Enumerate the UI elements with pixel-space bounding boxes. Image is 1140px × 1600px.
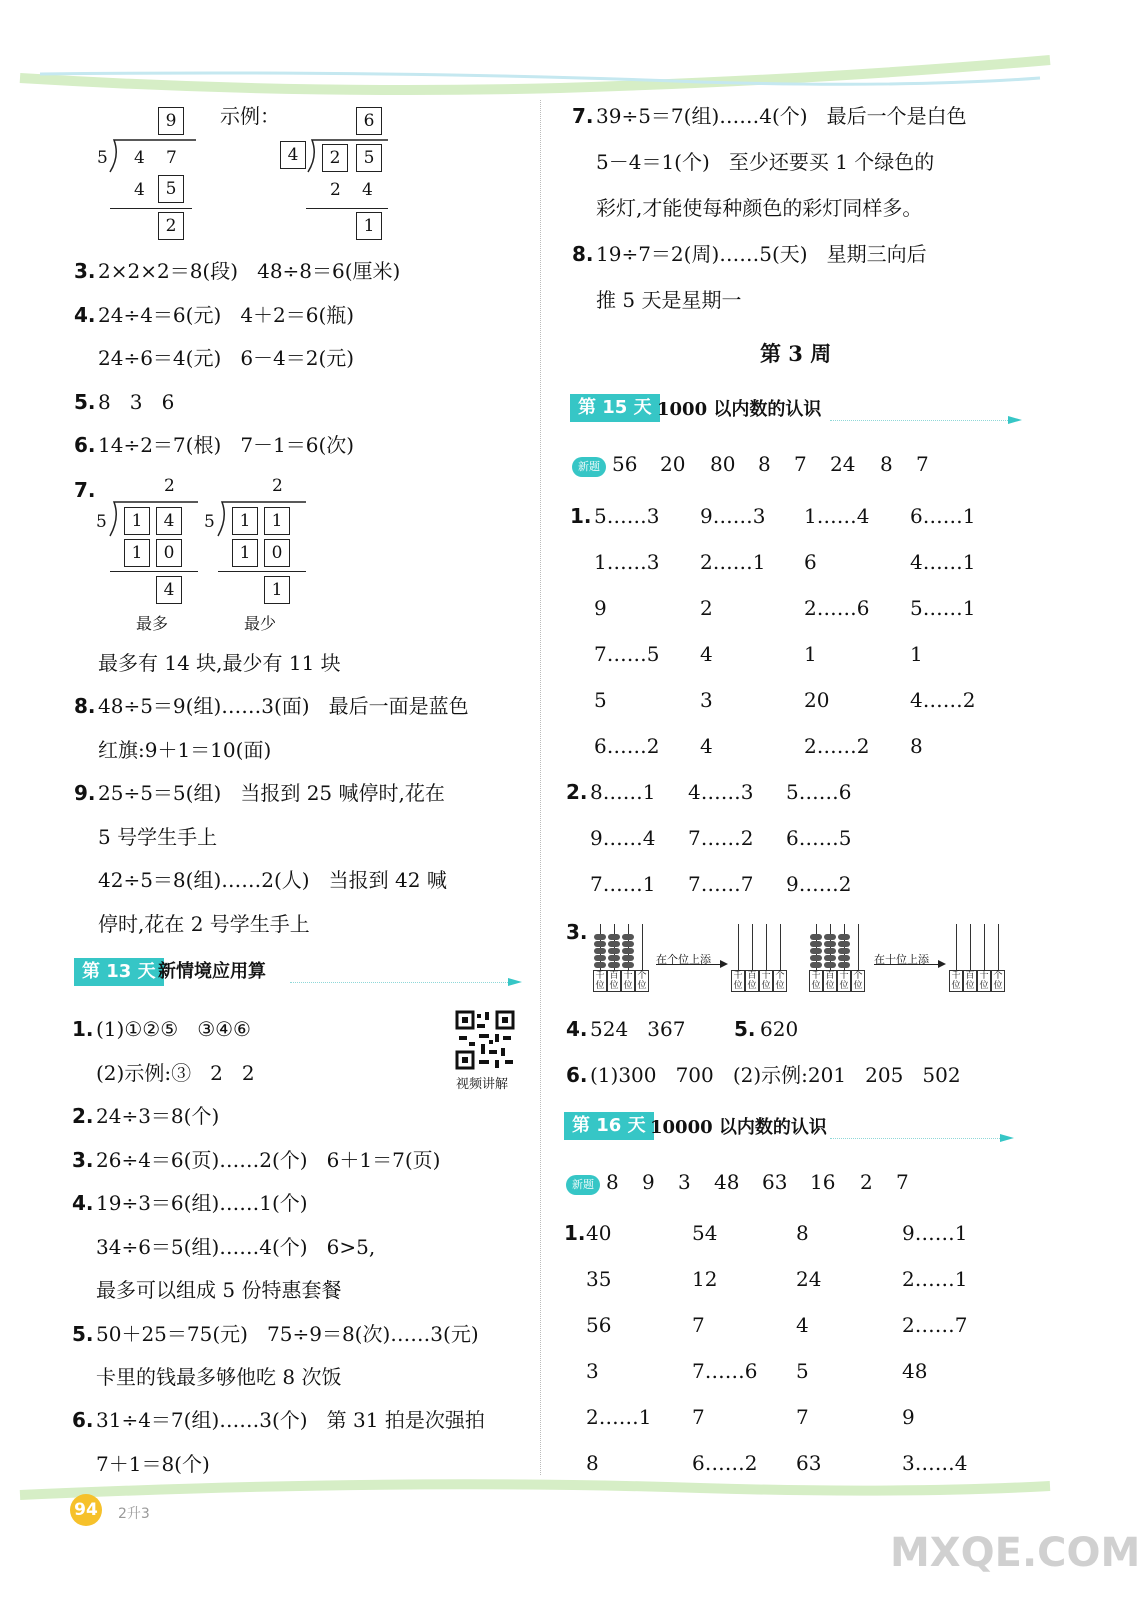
abacus-bead	[824, 955, 836, 961]
answer-line: 620	[760, 1017, 799, 1041]
answer-line: 5－4＝1(个) 至少还要买 1 个绿色的	[596, 150, 935, 174]
grid-cell: 5……3	[594, 504, 660, 528]
dividend-box: 4	[156, 507, 182, 535]
grid-cell: 9	[902, 1405, 915, 1429]
grid-cell: 7	[796, 1405, 809, 1429]
abacus-rod	[642, 924, 643, 970]
grid-cell: 9……4	[590, 826, 656, 850]
abacus-bead	[838, 941, 850, 947]
abacus-bead	[594, 948, 606, 954]
grid-cell: 1	[804, 642, 817, 666]
divisor-box: 4	[280, 141, 306, 169]
subtraction-line	[218, 571, 306, 572]
abacus-bead	[608, 955, 620, 961]
place-value-label: 百位	[607, 970, 621, 992]
answer-line: 48÷5＝9(组)……3(面) 最后一面是蓝色	[98, 694, 469, 718]
place-value-label: 十位	[759, 970, 773, 992]
day-badge: 第 16 天	[564, 1112, 654, 1140]
place-value-label: 百位	[745, 970, 759, 992]
header-arrow	[1008, 416, 1022, 424]
abacus-rod	[970, 924, 971, 970]
arrow-head	[720, 960, 728, 968]
place-value-label: 个位	[635, 970, 649, 992]
place-value-label: 十位	[621, 970, 635, 992]
abacus-bead	[608, 948, 620, 954]
question-number: 4.	[566, 1017, 588, 1041]
question-number: 8.	[572, 242, 594, 266]
grid-cell: 35	[586, 1267, 612, 1291]
product-digit: 2	[330, 180, 341, 200]
answer-line: 26÷4＝6(页)……2(个) 6＋1＝7(页)	[96, 1148, 441, 1172]
quotient: 2	[164, 476, 175, 496]
grid-cell: 7……6	[692, 1359, 758, 1383]
grid-cell: 8	[586, 1451, 599, 1475]
abacus-rod	[956, 924, 957, 970]
product-digit: 4	[362, 180, 373, 200]
top-decoration	[0, 0, 1090, 110]
abacus-bead	[838, 934, 850, 940]
dividend-box: 2	[322, 144, 348, 172]
grid-cell: 8	[910, 734, 923, 758]
section-title: 新情境应用算	[158, 961, 266, 982]
place-value-label: 个位	[773, 970, 787, 992]
answer-line: 5 号学生手上	[98, 825, 218, 849]
grid-cell: 4……2	[910, 688, 976, 712]
question-number: 3.	[566, 920, 588, 944]
answer-line: 31÷4＝7(组)……3(个) 第 31 拍是次强拍	[96, 1408, 485, 1432]
warmup-value: 7	[794, 452, 807, 476]
place-value-label: 个位	[991, 970, 1005, 992]
grid-cell: 2……1	[586, 1405, 652, 1429]
new-tag: 新题	[566, 1175, 600, 1195]
question-number: 1.	[564, 1221, 586, 1245]
grid-cell: 40	[586, 1221, 612, 1245]
abacus-bead	[594, 955, 606, 961]
week-heading: 第 3 周	[760, 341, 832, 366]
grid-cell: 24	[796, 1267, 822, 1291]
abacus-bead	[824, 934, 836, 940]
warmup-value: 24	[830, 452, 856, 476]
arrow-head	[938, 960, 946, 968]
grid-cell: 7……2	[688, 826, 754, 850]
answer-line: 42÷5＝8(组)……2(人) 当报到 42 喊	[98, 868, 447, 892]
grid-cell: 1	[910, 642, 923, 666]
dividend-box: 1	[264, 507, 290, 535]
warmup-value: 9	[642, 1170, 655, 1194]
grid-cell: 2……2	[804, 734, 870, 758]
place-value-label: 千位	[949, 970, 963, 992]
grid-cell: 1……4	[804, 504, 870, 528]
abacus-bead	[594, 962, 606, 968]
abacus-bead	[838, 962, 850, 968]
grid-cell: 6……2	[692, 1451, 758, 1475]
grid-cell: 8……1	[590, 780, 656, 804]
grid-cell: 5……6	[786, 780, 852, 804]
answer-line: (1)①②⑤ ③④⑥	[96, 1017, 251, 1041]
warmup-value: 3	[678, 1170, 691, 1194]
product-box: 0	[264, 539, 290, 567]
question-number: 1.	[570, 504, 592, 528]
answer-line: 彩灯,才能使每种颜色的彩灯同样多。	[596, 196, 923, 220]
grid-cell: 6……5	[786, 826, 852, 850]
grid-cell: 12	[692, 1267, 718, 1291]
grid-cell: 4	[700, 642, 713, 666]
warmup-value: 8	[880, 452, 893, 476]
question-number: 3.	[72, 1148, 94, 1172]
caption: 最少	[244, 614, 277, 633]
grid-cell: 4	[700, 734, 713, 758]
question-number: 1.	[72, 1017, 94, 1041]
abacus-bead	[824, 941, 836, 947]
grid-cell: 1……3	[594, 550, 660, 574]
watermark: MXQE.COM	[890, 1530, 1140, 1576]
quotient-box: 9	[158, 107, 184, 135]
abacus-rod	[738, 924, 739, 970]
abacus-rod	[984, 924, 985, 970]
answer-line: 最多可以组成 5 份特惠套餐	[96, 1278, 342, 1302]
warmup-value: 2	[860, 1170, 873, 1194]
question-number: 6.	[72, 1408, 94, 1432]
product-box: 1	[232, 539, 258, 567]
abacus-bead	[608, 962, 620, 968]
answer-line: 524 367	[590, 1017, 686, 1041]
grid-cell: 9	[594, 596, 607, 620]
abacus-bead	[824, 948, 836, 954]
abacus-bead	[810, 955, 822, 961]
divisor: 5	[204, 512, 215, 532]
grid-cell: 7	[692, 1405, 705, 1429]
section-title: 1000 以内数的认识	[657, 399, 822, 420]
day-badge: 第 13 天	[74, 958, 164, 986]
divisor: 5	[97, 148, 108, 168]
warmup-value: 80	[710, 452, 736, 476]
example-label: 示例：	[220, 104, 280, 128]
abacus-bead	[622, 934, 634, 940]
product-digit: 4	[134, 180, 145, 200]
answer-line: 24÷4＝6(元) 4＋2＝6(瓶)	[98, 303, 355, 327]
grid-cell: 6	[804, 550, 817, 574]
division-bracket	[108, 500, 200, 538]
grid-cell: 7……1	[590, 872, 656, 896]
place-value-label: 十位	[837, 970, 851, 992]
grid-cell: 6……2	[594, 734, 660, 758]
abacus-bead	[838, 948, 850, 954]
grid-cell: 9……2	[786, 872, 852, 896]
place-value-label: 百位	[963, 970, 977, 992]
answer-line: 34÷6＝5(组)……4(个) 6>5,	[96, 1235, 376, 1259]
place-value-label: 千位	[593, 970, 607, 992]
abacus-rod	[752, 924, 753, 970]
arrow-line	[656, 964, 724, 965]
grid-cell: 2……6	[804, 596, 870, 620]
warmup-value: 56	[612, 452, 638, 476]
place-value-label: 十位	[977, 970, 991, 992]
answer-line: 25÷5＝5(组) 当报到 25 喊停时,花在	[98, 781, 445, 805]
grid-cell: 63	[796, 1451, 822, 1475]
grid-cell: 2……1	[902, 1267, 968, 1291]
abacus-bead	[594, 941, 606, 947]
remainder-box: 4	[156, 576, 182, 604]
place-value-label: 千位	[809, 970, 823, 992]
abacus-bead	[622, 948, 634, 954]
abacus-rod	[766, 924, 767, 970]
question-number: 2.	[72, 1104, 94, 1128]
answer-line: 50＋25＝75(元) 75÷9＝8(次)……3(元)	[96, 1322, 479, 1346]
grid-cell: 56	[586, 1313, 612, 1337]
divisor: 5	[96, 512, 107, 532]
place-value-label: 个位	[851, 970, 865, 992]
new-tag: 新题	[572, 457, 606, 477]
abacus-bead	[810, 934, 822, 940]
header-dotline	[830, 1138, 1002, 1139]
remainder-box: 1	[356, 212, 382, 240]
answer-line: 停时,花在 2 号学生手上	[98, 912, 310, 936]
header-dotline	[830, 420, 1010, 421]
abacus-rod	[780, 924, 781, 970]
grid-cell: 7……5	[594, 642, 660, 666]
answer-line: 19÷3＝6(组)……1(个)	[96, 1191, 308, 1215]
abacus-bead	[594, 934, 606, 940]
grid-cell: 20	[804, 688, 830, 712]
warmup-value: 16	[810, 1170, 836, 1194]
grid-cell: 3……4	[902, 1451, 968, 1475]
abacus-rod	[998, 924, 999, 970]
warmup-value: 8	[606, 1170, 619, 1194]
abacus-bead	[810, 948, 822, 954]
abacus-figure	[588, 920, 1018, 992]
question-number: 7.	[74, 478, 96, 502]
quotient-box: 6	[356, 107, 382, 135]
header-arrow	[1000, 1134, 1014, 1142]
grid-cell: 9……1	[902, 1221, 968, 1245]
grid-cell: 9……3	[700, 504, 766, 528]
grid-cell: 2……1	[700, 550, 766, 574]
grid-cell: 2	[700, 596, 713, 620]
grid-cell: 6……1	[910, 504, 976, 528]
dividend-box: 1	[232, 507, 258, 535]
grid-cell: 7……7	[688, 872, 754, 896]
arrow-label: 在个位上添	[656, 953, 711, 966]
day-badge: 第 15 天	[570, 394, 660, 422]
page-number: 94	[70, 1494, 102, 1526]
question-number: 3.	[74, 259, 96, 283]
answer-line: 卡里的钱最多够他吃 8 次饭	[96, 1365, 342, 1389]
abacus-bead	[622, 962, 634, 968]
question-number: 5.	[72, 1322, 94, 1346]
question-number: 9.	[74, 781, 96, 805]
bottom-decoration	[0, 1470, 1090, 1530]
answer-line: 红旗:9＋1＝10(面)	[98, 738, 272, 762]
subtraction-line	[110, 571, 198, 572]
product-box: 5	[158, 175, 184, 203]
caption: 最多	[136, 614, 169, 633]
dividend-digit: 4	[134, 148, 145, 168]
remainder-box: 2	[158, 212, 184, 240]
arrow-line	[874, 964, 942, 965]
abacus-bead	[824, 962, 836, 968]
question-number: 6.	[74, 433, 96, 457]
grid-cell: 3	[700, 688, 713, 712]
answer-line: 24÷3＝8(个)	[96, 1104, 220, 1128]
answer-line: 最多有 14 块,最少有 11 块	[98, 651, 341, 675]
qr-caption: 视频讲解	[456, 1077, 509, 1092]
warmup-value: 7	[916, 452, 929, 476]
grid-cell: 5……1	[910, 596, 976, 620]
quotient: 2	[272, 476, 283, 496]
abacus-bead	[838, 955, 850, 961]
question-number: 8.	[74, 694, 96, 718]
abacus-bead	[810, 941, 822, 947]
question-number: 6.	[566, 1063, 588, 1087]
warmup-value: 63	[762, 1170, 788, 1194]
answer-line: 24÷6＝4(元) 6－4＝2(元)	[98, 346, 355, 370]
grid-cell: 8	[796, 1221, 809, 1245]
grid-cell: 7	[692, 1313, 705, 1337]
question-number: 2.	[566, 780, 588, 804]
answer-line: (1)300 700 (2)示例:201 205 502	[590, 1063, 961, 1087]
grid-cell: 4……3	[688, 780, 754, 804]
subtraction-line	[306, 208, 388, 209]
answer-line: 推 5 天是星期一	[596, 288, 742, 312]
place-value-label: 千位	[731, 970, 745, 992]
grid-cell: 5	[594, 688, 607, 712]
abacus-rod	[858, 924, 859, 970]
grid-cell: 48	[902, 1359, 928, 1383]
division-bracket	[108, 138, 198, 174]
header-arrow	[508, 978, 522, 986]
dividend-box: 1	[124, 507, 150, 535]
abacus-bead	[622, 955, 634, 961]
column-divider	[540, 100, 541, 1475]
answer-line: (2)示例:③ 2 2	[96, 1061, 255, 1085]
abacus-bead	[608, 934, 620, 940]
question-number: 5.	[74, 390, 96, 414]
grid-cell: 4……1	[910, 550, 976, 574]
header-dotline	[290, 982, 510, 983]
abacus-bead	[810, 962, 822, 968]
answer-line: 14÷2＝7(根) 7－1＝6(次)	[98, 433, 355, 457]
question-number: 4.	[72, 1191, 94, 1215]
warmup-value: 8	[758, 452, 771, 476]
grid-cell: 54	[692, 1221, 718, 1245]
warmup-value: 20	[660, 452, 686, 476]
abacus-bead	[622, 941, 634, 947]
arrow-label: 在十位上添	[874, 953, 929, 966]
grade-label: 2升3	[118, 1506, 150, 1522]
subtraction-line	[110, 208, 192, 209]
answer-line: 39÷5＝7(组)……4(个) 最后一个是白色	[596, 104, 967, 128]
answer-line: 8 3 6	[98, 390, 175, 414]
question-number: 5.	[734, 1017, 756, 1041]
answer-line: 2×2×2＝8(段) 48÷8＝6(厘米)	[98, 259, 401, 283]
grid-cell: 4	[796, 1313, 809, 1337]
grid-cell: 3	[586, 1359, 599, 1383]
place-value-label: 百位	[823, 970, 837, 992]
warmup-value: 7	[896, 1170, 909, 1194]
product-box: 0	[156, 539, 182, 567]
qr-code-icon[interactable]	[455, 1010, 515, 1070]
division-bracket	[216, 500, 308, 538]
answer-line: 19÷7＝2(周)……5(天) 星期三向后	[596, 242, 927, 266]
warmup-value: 48	[714, 1170, 740, 1194]
section-title: 10000 以内数的认识	[650, 1117, 827, 1138]
dividend-box: 5	[356, 144, 382, 172]
abacus-bead	[608, 941, 620, 947]
grid-cell: 2……7	[902, 1313, 968, 1337]
remainder-box: 1	[264, 576, 290, 604]
answer-line: 7＋1＝8(个)	[96, 1452, 210, 1476]
question-number: 4.	[74, 303, 96, 327]
product-box: 1	[124, 539, 150, 567]
question-number: 7.	[572, 104, 594, 128]
dividend-digit: 7	[166, 148, 177, 168]
grid-cell: 5	[796, 1359, 809, 1383]
